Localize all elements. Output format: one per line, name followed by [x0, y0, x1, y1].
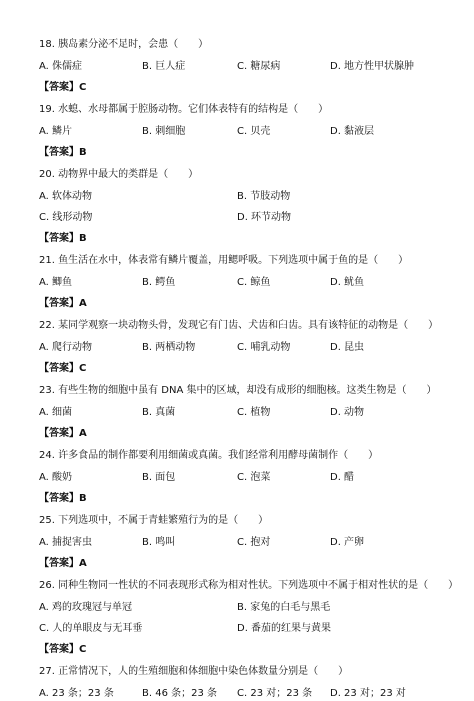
- option-c: C. 糖尿病: [237, 61, 281, 72]
- option-d: D. 昆虫: [330, 342, 365, 353]
- answer-label: 【答案】C: [39, 82, 87, 93]
- option-a: A. 捕捉害虫: [39, 537, 93, 548]
- answer-label: 【答案】B: [39, 493, 87, 504]
- option-c: C. 鲸鱼: [237, 277, 271, 288]
- option-c: C. 人的单眼皮与无耳垂: [39, 623, 143, 634]
- option-d: D. 产卵: [330, 537, 365, 548]
- option-b: B. 面包: [142, 472, 176, 483]
- answer-label: 【答案】C: [39, 644, 87, 655]
- option-d: D. 23 对；23 对: [330, 688, 406, 699]
- option-a: A. 鳞片: [39, 126, 73, 137]
- option-c: C. 23 对；23 条: [237, 688, 313, 699]
- option-d: D. 醋: [330, 472, 355, 483]
- answer-label: 【答案】B: [39, 147, 87, 158]
- option-a: A. 细菌: [39, 407, 73, 418]
- option-b: B. 刺细胞: [142, 126, 186, 137]
- question-text: 24. 许多食品的制作都要利用细菌或真菌。我们经常利用酵母菌制作（ ）: [39, 450, 379, 461]
- option-c: C. 植物: [237, 407, 271, 418]
- option-c: C. 贝壳: [237, 126, 271, 137]
- option-a: A. 爬行动物: [39, 342, 93, 353]
- option-b: B. 46 条；23 条: [142, 688, 218, 699]
- option-d: D. 地方性甲状腺肿: [330, 61, 415, 72]
- option-a: A. 鲫鱼: [39, 277, 73, 288]
- option-c: C. 线形动物: [39, 212, 93, 223]
- question-text: 23. 有些生物的细胞中虽有 DNA 集中的区域，却没有成形的细胞核。这类生物是（ ）: [39, 385, 437, 396]
- question-text: 19. 水螅、水母都属于腔肠动物。它们体表特有的结构是（ ）: [39, 104, 329, 115]
- option-c: C. 泡菜: [237, 472, 271, 483]
- option-d: D. 黏液层: [330, 126, 375, 137]
- question-text: 27. 正常情况下，人的生殖细胞和体细胞中染色体数量分别是（ ）: [39, 666, 349, 677]
- option-b: B. 鳄鱼: [142, 277, 176, 288]
- option-b: B. 巨人症: [142, 61, 186, 72]
- answer-label: 【答案】A: [39, 558, 87, 569]
- option-d: D. 鱿鱼: [330, 277, 365, 288]
- question-text: 21. 鱼生活在水中，体表常有鳞片覆盖，用鳃呼吸。下列选项中属于鱼的是（ ）: [39, 255, 409, 266]
- option-b: B. 家兔的白毛与黑毛: [237, 602, 331, 613]
- option-a: A. 鸡的玫瑰冠与单冠: [39, 602, 133, 613]
- option-b: B. 真菌: [142, 407, 176, 418]
- option-d: D. 动物: [330, 407, 365, 418]
- question-text: 18. 胰岛素分泌不足时，会患（ ）: [39, 39, 209, 50]
- question-text: 22. 某同学观察一块动物头骨，发现它有门齿、犬齿和臼齿。具有该特征的动物是（ ）: [39, 320, 439, 331]
- option-d: D. 番茄的红果与黄果: [237, 623, 332, 634]
- option-b: B. 节肢动物: [237, 191, 291, 202]
- option-b: B. 两栖动物: [142, 342, 196, 353]
- option-a: A. 酸奶: [39, 472, 73, 483]
- answer-label: 【答案】A: [39, 428, 87, 439]
- option-a: A. 侏儒症: [39, 61, 83, 72]
- option-a: A. 23 条；23 条: [39, 688, 114, 699]
- option-c: C. 抱对: [237, 537, 271, 548]
- option-d: D. 环节动物: [237, 212, 292, 223]
- answer-label: 【答案】C: [39, 363, 87, 374]
- question-text: 25. 下列选项中，不属于青蛙繁殖行为的是（ ）: [39, 515, 269, 526]
- option-b: B. 鸣叫: [142, 537, 176, 548]
- answer-label: 【答案】A: [39, 298, 87, 309]
- question-text: 20. 动物界中最大的类群是（ ）: [39, 169, 199, 180]
- option-c: C. 哺乳动物: [237, 342, 291, 353]
- option-a: A. 软体动物: [39, 191, 93, 202]
- answer-label: 【答案】B: [39, 233, 87, 244]
- question-text: 26. 同种生物同一性状的不同表现形式称为相对性状。下列选项中不属于相对性状的是（ ）: [39, 580, 459, 591]
